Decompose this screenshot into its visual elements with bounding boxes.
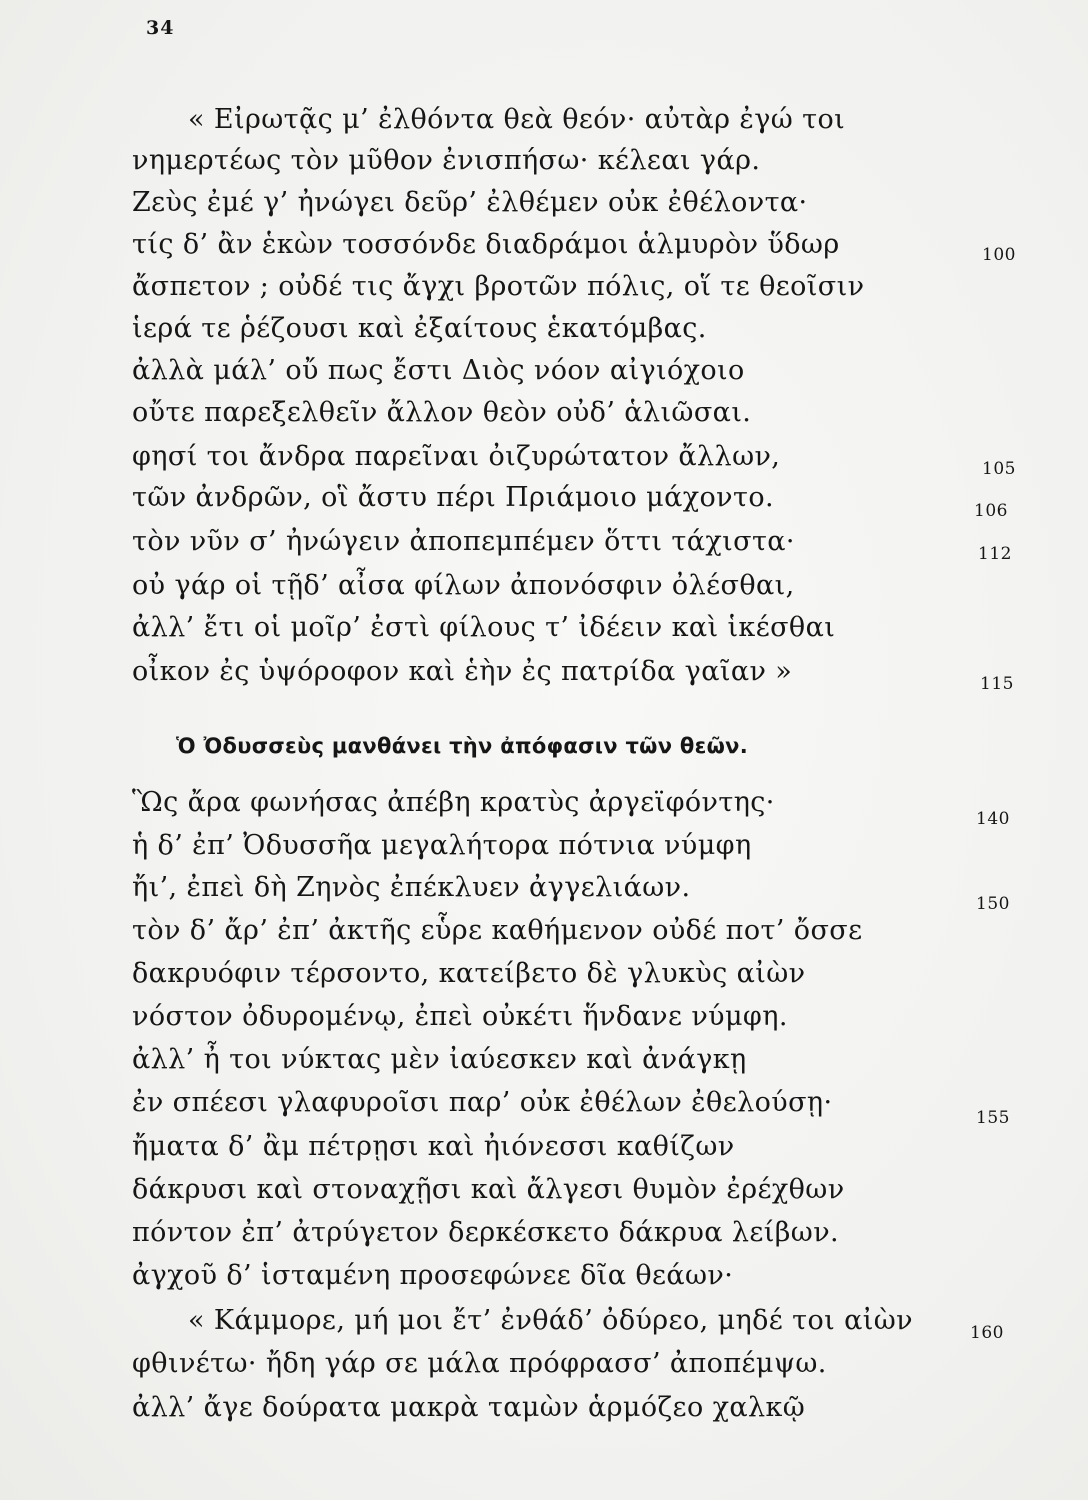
verse-text: ἡ δ’ ἐπ’ Ὀδυσσῆα μεγαλήτορα πότνια νύμφη [132, 830, 752, 861]
verse-line [132, 437, 780, 477]
verse-line [132, 997, 788, 1037]
verse-text: ἀλλὰ μάλ’ οὔ πως ἔστι Διὸς νόον αἰγιόχοιο [132, 355, 745, 386]
line-number: 160 [970, 1323, 1004, 1343]
verse-line [132, 1170, 845, 1210]
verse-line [132, 1213, 839, 1253]
verse-text: Ὣς ἄρα φωνήσας ἀπέβη κρατὺς ἀργεϊφόντης· [132, 787, 775, 818]
verse-line [188, 100, 845, 140]
line-number: 100 [982, 245, 1016, 265]
verse-line [188, 1301, 913, 1341]
verse-text: ἐν σπέεσι γλαφυροῖσι παρ’ οὐκ ἐθέλων ἐθελούσῃ· [132, 1087, 833, 1118]
verse-text: Ζεὺς ἐμέ γ’ ἠνώγει δεῦρ’ ἐλθέμεν οὐκ ἐθέλοντα· [132, 187, 808, 218]
verse-line [132, 1040, 747, 1080]
verse-line [132, 954, 805, 994]
verse-text: τίς δ’ ἂν ἑκὼν τοσσόνδε διαδράμοι ἁλμυρὸν ὕδωρ [132, 229, 840, 260]
verse-line [132, 566, 795, 606]
verse-line [132, 1344, 827, 1384]
verse-text: φθινέτω· ἤδη γάρ σε μάλα πρόφρασσ’ ἀποπέμψω. [132, 1348, 827, 1379]
verse-text: νόστον ὀδυρομένῳ, ἐπεὶ οὐκέτι ἥνδανε νύμφη. [132, 1001, 788, 1032]
verse-line [132, 1127, 735, 1167]
verse-text: ἀλλ’ ἔτι οἱ μοῖρ’ ἐστὶ φίλους τ’ ἰδέειν καὶ ἱκέσθαι [132, 612, 836, 643]
verse-line [132, 911, 863, 951]
verse-text: « Κάμμορε, μή μοι ἔτ’ ἐνθάδ’ ὀδύρεο, μηδέ τοι αἰὼν [188, 1305, 913, 1336]
verse-text: ἱερά τε ῥέζουσι καὶ ἐξαίτους ἑκατόμβας. [132, 313, 707, 344]
verse-line [132, 309, 707, 349]
line-number: 105 [982, 459, 1016, 479]
verse-text: ἄσπετον ; οὐδέ τις ἄγχι βροτῶν πόλις, οἵ τε θεοῖσιν [132, 271, 865, 302]
verse-line [132, 267, 864, 307]
verse-line [132, 652, 792, 692]
line-number: 115 [980, 674, 1014, 694]
verse-text: δακρυόφιν τέρσοντο, κατείβετο δὲ γλυκὺς αἰὼν [132, 958, 806, 989]
verse-text: ἤματα δ’ ἂμ πέτρῃσι καὶ ἠιόνεσσι καθίζων [132, 1131, 735, 1162]
verse-text: νημερτέως τὸν μῦθον ἐνισπήσω· κέλεαι γάρ. [132, 145, 761, 176]
line-number: 112 [978, 544, 1012, 564]
section-heading: Ὁ Ὀδυσσεὺς μανθάνει τὴν ἀπόφασιν τῶν θεῶν. [176, 734, 749, 758]
page-number: 34 [146, 17, 175, 39]
verse-text: φησί τοι ἄνδρα παρεῖναι ὀιζυρώτατον ἄλλων, [132, 441, 781, 472]
verse-text: ἀλλ’ ἄγε δούρατα μακρὰ ταμὼν ἁρμόζεο χαλκῷ [132, 1392, 806, 1423]
line-number: 140 [976, 809, 1010, 829]
verse-text: τὸν νῦν σ’ ἠνώγειν ἀποπεμπέμεν ὅττι τάχιστα· [132, 526, 795, 557]
verse-line [132, 225, 840, 265]
verse-text: ἀγχοῦ δ’ ἱσταμένη προσεφώνεε δῖα θεάων· [132, 1260, 734, 1291]
verse-text: οἶκον ἐς ὑψόροφον καὶ ἑὴν ἐς πατρίδα γαῖαν » [132, 656, 793, 687]
verse-text: δάκρυσι καὶ στοναχῇσι καὶ ἄλγεσι θυμὸν ἐρέχθων [132, 1174, 845, 1205]
verse-line [132, 1388, 805, 1428]
line-number: 106 [974, 501, 1008, 521]
verse-line [132, 1256, 733, 1296]
verse-line [132, 826, 752, 866]
line-number: 155 [976, 1108, 1010, 1128]
verse-text: πόντον ἐπ’ ἀτρύγετον δερκέσκετο δάκρυα λείβων. [132, 1217, 839, 1248]
verse-line [132, 141, 760, 181]
verse-line [132, 783, 775, 823]
verse-line [132, 393, 751, 433]
verse-line [132, 522, 795, 562]
verse-text: οὔτε παρεξελθεῖν ἄλλον θεὸν οὐδ’ ἁλιῶσαι. [132, 397, 752, 428]
line-number: 150 [976, 894, 1010, 914]
verse-text: ἀλλ’ ἦ τοι νύκτας μὲν ἰαύεσκεν καὶ ἀνάγκῃ [132, 1044, 747, 1075]
verse-line [132, 608, 835, 648]
verse-line [132, 1083, 832, 1123]
verse-text: οὐ γάρ οἱ τῇδ’ αἶσα φίλων ἀπονόσφιν ὀλέσθαι, [132, 570, 795, 601]
verse-text: « Εἰρωτᾷς μ’ ἐλθόντα θεὰ θεόν· αὐτὰρ ἐγώ τοι [188, 104, 846, 135]
verse-line [132, 868, 690, 908]
verse-line [132, 351, 745, 391]
verse-text: ἤι’, ἐπεὶ δὴ Ζηνὸς ἐπέκλυεν ἀγγελιάων. [132, 872, 691, 903]
verse-text: τὸν δ’ ἄρ’ ἐπ’ ἀκτῆς εὗρε καθήμενον οὐδέ ποτ’ ὄσσε [132, 915, 863, 946]
verse-line [132, 183, 808, 223]
verse-text: τῶν ἀνδρῶν, οἳ ἄστυ πέρι Πριάμοιο μάχοντο. [132, 482, 774, 513]
verse-line [132, 478, 774, 518]
